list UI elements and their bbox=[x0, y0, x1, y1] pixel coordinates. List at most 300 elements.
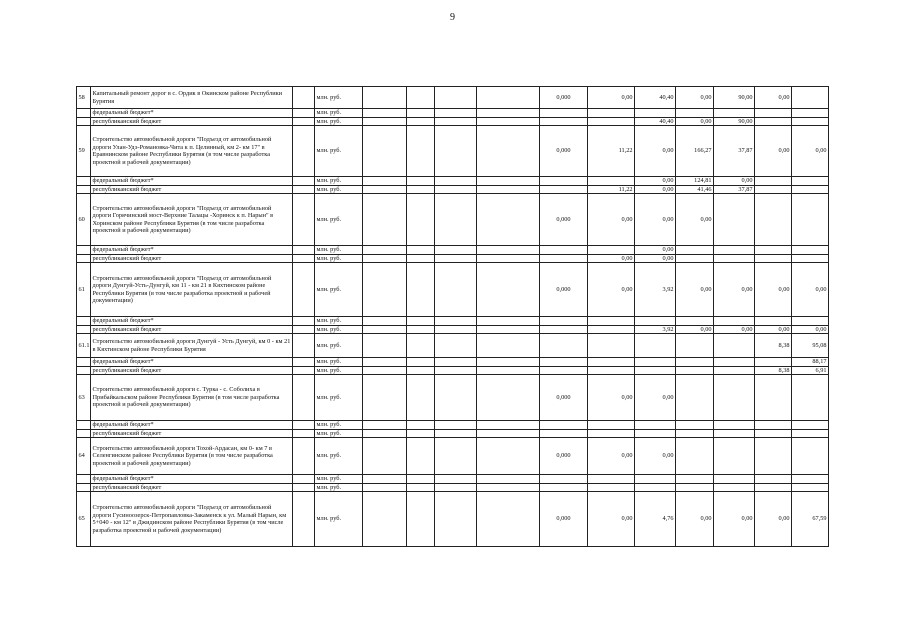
value-cell bbox=[435, 475, 477, 484]
value-cell bbox=[714, 366, 755, 375]
value-cell: 41,46 bbox=[676, 185, 714, 194]
unit-cell: млн. руб. bbox=[315, 334, 363, 358]
value-cell: 124,81 bbox=[676, 177, 714, 186]
value-cell bbox=[407, 109, 435, 118]
value-cell bbox=[477, 109, 540, 118]
budget-source: федеральный бюджет* bbox=[91, 421, 293, 430]
value-cell bbox=[755, 254, 792, 263]
value-cell bbox=[540, 429, 588, 438]
empty-cell bbox=[293, 421, 315, 430]
value-cell bbox=[635, 366, 676, 375]
value-cell bbox=[540, 177, 588, 186]
value-cell bbox=[477, 475, 540, 484]
value-cell bbox=[755, 109, 792, 118]
value-cell bbox=[792, 117, 829, 126]
budget-source: федеральный бюджет* bbox=[91, 246, 293, 255]
value-cell bbox=[363, 254, 407, 263]
table-row bbox=[77, 263, 829, 317]
row-number bbox=[77, 117, 91, 126]
value-cell: 0,000 bbox=[540, 492, 588, 547]
value-cell: 0,000 bbox=[540, 375, 588, 421]
value-cell bbox=[755, 358, 792, 367]
value-cell: 37,87 bbox=[714, 185, 755, 194]
value-cell: 0,00 bbox=[588, 263, 635, 317]
value-cell bbox=[477, 126, 540, 177]
unit-cell: млн. руб. bbox=[315, 492, 363, 547]
value-cell bbox=[435, 325, 477, 334]
value-cell bbox=[755, 185, 792, 194]
table-subrow bbox=[77, 475, 829, 484]
unit-cell: млн. руб. bbox=[315, 358, 363, 367]
value-cell bbox=[407, 483, 435, 492]
unit-cell: млн. руб. bbox=[315, 254, 363, 263]
value-cell bbox=[363, 185, 407, 194]
value-cell bbox=[588, 475, 635, 484]
budget-source: республиканский бюджет bbox=[91, 117, 293, 126]
value-cell bbox=[477, 325, 540, 334]
value-cell: 0,00 bbox=[635, 126, 676, 177]
budget-source: республиканский бюджет bbox=[91, 185, 293, 194]
value-cell bbox=[676, 254, 714, 263]
object-name: Строительство автомобильной дороги "Подъезд от автомобильной дороги Гусиноозерск-Петропавловка-Закаменск к ул. Малый Нарын, км 5+040 - км 12" в Джидинском районе Республики Бурятия (в том числе разработка проектной и рабочей документации) bbox=[91, 492, 293, 547]
page-number: 9 bbox=[450, 12, 455, 23]
unit-cell: млн. руб. bbox=[315, 317, 363, 326]
value-cell: 90,00 bbox=[714, 87, 755, 109]
value-cell bbox=[714, 429, 755, 438]
value-cell: 3,92 bbox=[635, 325, 676, 334]
value-cell bbox=[792, 109, 829, 118]
row-number bbox=[77, 325, 91, 334]
value-cell bbox=[792, 87, 829, 109]
value-cell bbox=[792, 421, 829, 430]
value-cell: 67,59 bbox=[792, 492, 829, 547]
value-cell bbox=[407, 254, 435, 263]
table-subrow bbox=[77, 246, 829, 255]
value-cell bbox=[540, 358, 588, 367]
value-cell bbox=[792, 177, 829, 186]
budget-table bbox=[76, 86, 829, 547]
value-cell: 40,40 bbox=[635, 117, 676, 126]
value-cell bbox=[407, 366, 435, 375]
unit-cell: млн. руб. bbox=[315, 109, 363, 118]
value-cell bbox=[792, 438, 829, 475]
value-cell bbox=[588, 483, 635, 492]
value-cell bbox=[407, 177, 435, 186]
row-number: 64 bbox=[77, 438, 91, 475]
value-cell bbox=[792, 475, 829, 484]
value-cell bbox=[363, 492, 407, 547]
value-cell bbox=[792, 246, 829, 255]
value-cell bbox=[755, 317, 792, 326]
value-cell bbox=[635, 483, 676, 492]
object-name: Капитальный ремонт дорог в с. Ордик в Окинском районе Республики Бурятия bbox=[91, 87, 293, 109]
table-subrow bbox=[77, 109, 829, 118]
value-cell bbox=[540, 334, 588, 358]
value-cell bbox=[363, 429, 407, 438]
object-name: Строительство автомобильной дороги "Подъезд от автомобильной дороги Дунгуй-Усть-Дунгуй, км 11 - км 21 в Кяхтинском районе Республики Бурятия (в том числе разработка проектной и рабочей документации) bbox=[91, 263, 293, 317]
empty-cell bbox=[293, 334, 315, 358]
table-subrow bbox=[77, 421, 829, 430]
value-cell bbox=[588, 421, 635, 430]
value-cell bbox=[755, 438, 792, 475]
value-cell bbox=[363, 421, 407, 430]
unit-cell: млн. руб. bbox=[315, 126, 363, 177]
object-name: Строительство автомобильной дороги с. Турка - с. Соболиха в Прибайкальском районе Республики Бурятия (в том числе разработка проектной и рабочей документации) bbox=[91, 375, 293, 421]
value-cell bbox=[435, 317, 477, 326]
value-cell: 0,00 bbox=[588, 254, 635, 263]
empty-cell bbox=[293, 254, 315, 263]
table-subrow bbox=[77, 177, 829, 186]
value-cell bbox=[477, 246, 540, 255]
budget-source: республиканский бюджет bbox=[91, 429, 293, 438]
empty-cell bbox=[293, 246, 315, 255]
value-cell bbox=[477, 438, 540, 475]
value-cell bbox=[435, 358, 477, 367]
value-cell bbox=[676, 109, 714, 118]
value-cell bbox=[755, 375, 792, 421]
value-cell bbox=[588, 325, 635, 334]
value-cell bbox=[363, 263, 407, 317]
value-cell bbox=[540, 254, 588, 263]
value-cell bbox=[477, 263, 540, 317]
value-cell bbox=[676, 475, 714, 484]
value-cell bbox=[407, 325, 435, 334]
value-cell bbox=[363, 334, 407, 358]
value-cell: 11,22 bbox=[588, 126, 635, 177]
value-cell: 0,00 bbox=[588, 87, 635, 109]
value-cell bbox=[676, 366, 714, 375]
unit-cell: млн. руб. bbox=[315, 194, 363, 246]
value-cell: 0,00 bbox=[588, 438, 635, 475]
value-cell: 0,00 bbox=[792, 325, 829, 334]
value-cell: 0,00 bbox=[676, 263, 714, 317]
value-cell bbox=[435, 375, 477, 421]
value-cell bbox=[407, 194, 435, 246]
value-cell bbox=[676, 246, 714, 255]
value-cell: 0,00 bbox=[714, 263, 755, 317]
row-number: 65 bbox=[77, 492, 91, 547]
value-cell: 0,00 bbox=[714, 177, 755, 186]
value-cell: 0,000 bbox=[540, 87, 588, 109]
value-cell bbox=[755, 194, 792, 246]
row-number: 58 bbox=[77, 87, 91, 109]
value-cell bbox=[588, 358, 635, 367]
value-cell: 0,00 bbox=[676, 194, 714, 246]
value-cell bbox=[540, 421, 588, 430]
value-cell: 166,27 bbox=[676, 126, 714, 177]
value-cell: 95,08 bbox=[792, 334, 829, 358]
row-number bbox=[77, 483, 91, 492]
value-cell: 0,00 bbox=[755, 325, 792, 334]
row-number bbox=[77, 429, 91, 438]
value-cell bbox=[792, 194, 829, 246]
unit-cell: млн. руб. bbox=[315, 366, 363, 375]
table-body bbox=[77, 87, 829, 547]
value-cell: 0,00 bbox=[635, 246, 676, 255]
value-cell bbox=[363, 109, 407, 118]
value-cell: 0,000 bbox=[540, 194, 588, 246]
value-cell bbox=[540, 366, 588, 375]
value-cell bbox=[363, 325, 407, 334]
table-row bbox=[77, 87, 829, 109]
table-subrow bbox=[77, 317, 829, 326]
value-cell: 0,00 bbox=[635, 194, 676, 246]
value-cell: 4,76 bbox=[635, 492, 676, 547]
row-number: 59 bbox=[77, 126, 91, 177]
value-cell bbox=[755, 246, 792, 255]
table-subrow bbox=[77, 366, 829, 375]
row-number bbox=[77, 358, 91, 367]
unit-cell: млн. руб. bbox=[315, 246, 363, 255]
value-cell: 11,22 bbox=[588, 185, 635, 194]
unit-cell: млн. руб. bbox=[315, 475, 363, 484]
empty-cell bbox=[293, 87, 315, 109]
value-cell bbox=[714, 254, 755, 263]
row-number bbox=[77, 366, 91, 375]
value-cell: 90,00 bbox=[714, 117, 755, 126]
value-cell: 0,00 bbox=[635, 438, 676, 475]
unit-cell: млн. руб. bbox=[315, 429, 363, 438]
value-cell bbox=[407, 334, 435, 358]
value-cell bbox=[363, 375, 407, 421]
table-row bbox=[77, 492, 829, 547]
value-cell bbox=[435, 254, 477, 263]
value-cell bbox=[676, 358, 714, 367]
empty-cell bbox=[293, 117, 315, 126]
value-cell bbox=[477, 334, 540, 358]
empty-cell bbox=[293, 429, 315, 438]
value-cell bbox=[363, 246, 407, 255]
value-cell bbox=[363, 317, 407, 326]
value-cell: 0,00 bbox=[635, 177, 676, 186]
empty-cell bbox=[293, 438, 315, 475]
value-cell bbox=[714, 317, 755, 326]
table-subrow bbox=[77, 483, 829, 492]
value-cell bbox=[635, 334, 676, 358]
value-cell bbox=[635, 429, 676, 438]
value-cell bbox=[363, 366, 407, 375]
value-cell bbox=[435, 492, 477, 547]
value-cell bbox=[477, 194, 540, 246]
value-cell: 88,17 bbox=[792, 358, 829, 367]
unit-cell: млн. руб. bbox=[315, 185, 363, 194]
value-cell bbox=[540, 109, 588, 118]
value-cell bbox=[714, 109, 755, 118]
row-number: 61 bbox=[77, 263, 91, 317]
value-cell bbox=[676, 429, 714, 438]
budget-source: федеральный бюджет* bbox=[91, 177, 293, 186]
table-row bbox=[77, 438, 829, 475]
value-cell: 0,00 bbox=[635, 185, 676, 194]
value-cell bbox=[714, 483, 755, 492]
value-cell bbox=[477, 375, 540, 421]
value-cell bbox=[435, 194, 477, 246]
value-cell: 0,00 bbox=[792, 263, 829, 317]
value-cell bbox=[435, 263, 477, 317]
unit-cell: млн. руб. bbox=[315, 87, 363, 109]
value-cell bbox=[540, 475, 588, 484]
unit-cell: млн. руб. bbox=[315, 263, 363, 317]
value-cell: 8,38 bbox=[755, 334, 792, 358]
value-cell bbox=[363, 358, 407, 367]
value-cell bbox=[714, 194, 755, 246]
value-cell bbox=[588, 366, 635, 375]
row-number bbox=[77, 246, 91, 255]
value-cell bbox=[407, 263, 435, 317]
value-cell bbox=[540, 185, 588, 194]
value-cell bbox=[477, 177, 540, 186]
row-number bbox=[77, 185, 91, 194]
value-cell bbox=[435, 429, 477, 438]
value-cell bbox=[363, 483, 407, 492]
table-subrow bbox=[77, 358, 829, 367]
value-cell bbox=[435, 109, 477, 118]
value-cell bbox=[714, 246, 755, 255]
value-cell: 0,00 bbox=[635, 375, 676, 421]
value-cell: 0,00 bbox=[588, 194, 635, 246]
value-cell: 0,00 bbox=[676, 325, 714, 334]
row-number bbox=[77, 317, 91, 326]
value-cell bbox=[363, 475, 407, 484]
value-cell bbox=[540, 117, 588, 126]
table-subrow bbox=[77, 254, 829, 263]
value-cell: 0,00 bbox=[755, 263, 792, 317]
value-cell bbox=[407, 358, 435, 367]
value-cell bbox=[635, 317, 676, 326]
empty-cell bbox=[293, 126, 315, 177]
value-cell bbox=[435, 438, 477, 475]
value-cell bbox=[676, 483, 714, 492]
value-cell bbox=[635, 421, 676, 430]
row-number bbox=[77, 109, 91, 118]
value-cell bbox=[676, 438, 714, 475]
value-cell bbox=[792, 375, 829, 421]
budget-source: федеральный бюджет* bbox=[91, 317, 293, 326]
empty-cell bbox=[293, 263, 315, 317]
value-cell bbox=[714, 334, 755, 358]
empty-cell bbox=[293, 177, 315, 186]
value-cell bbox=[588, 117, 635, 126]
value-cell bbox=[435, 483, 477, 492]
row-number bbox=[77, 254, 91, 263]
value-cell bbox=[407, 317, 435, 326]
value-cell bbox=[676, 334, 714, 358]
value-cell bbox=[363, 126, 407, 177]
value-cell bbox=[588, 429, 635, 438]
unit-cell: млн. руб. bbox=[315, 325, 363, 334]
row-number: 61.1 bbox=[77, 334, 91, 358]
value-cell bbox=[435, 246, 477, 255]
value-cell bbox=[714, 438, 755, 475]
value-cell bbox=[540, 317, 588, 326]
budget-source: федеральный бюджет* bbox=[91, 475, 293, 484]
value-cell bbox=[435, 117, 477, 126]
value-cell bbox=[435, 334, 477, 358]
value-cell bbox=[407, 246, 435, 255]
budget-source: федеральный бюджет* bbox=[91, 358, 293, 367]
value-cell bbox=[477, 483, 540, 492]
value-cell bbox=[792, 483, 829, 492]
empty-cell bbox=[293, 194, 315, 246]
empty-cell bbox=[293, 325, 315, 334]
table-row bbox=[77, 375, 829, 421]
value-cell bbox=[755, 177, 792, 186]
value-cell bbox=[407, 87, 435, 109]
value-cell bbox=[363, 117, 407, 126]
value-cell bbox=[714, 475, 755, 484]
unit-cell: млн. руб. bbox=[315, 483, 363, 492]
value-cell bbox=[477, 254, 540, 263]
empty-cell bbox=[293, 475, 315, 484]
value-cell: 0,00 bbox=[676, 87, 714, 109]
empty-cell bbox=[293, 358, 315, 367]
value-cell bbox=[676, 375, 714, 421]
value-cell bbox=[792, 317, 829, 326]
table-row bbox=[77, 194, 829, 246]
value-cell: 0,000 bbox=[540, 126, 588, 177]
value-cell bbox=[755, 483, 792, 492]
row-number: 60 bbox=[77, 194, 91, 246]
value-cell: 0,00 bbox=[635, 254, 676, 263]
row-number bbox=[77, 421, 91, 430]
value-cell bbox=[755, 421, 792, 430]
value-cell: 0,00 bbox=[755, 87, 792, 109]
value-cell bbox=[363, 177, 407, 186]
value-cell: 0,00 bbox=[714, 492, 755, 547]
value-cell bbox=[755, 117, 792, 126]
value-cell bbox=[435, 87, 477, 109]
value-cell bbox=[477, 117, 540, 126]
value-cell bbox=[435, 366, 477, 375]
unit-cell: млн. руб. bbox=[315, 375, 363, 421]
object-name: Строительство автомобильной дороги Тохой-Ардасан, км 0- км 7 в Селенгинском районе Республики Бурятия (в том числе разработка проектной и рабочей документации) bbox=[91, 438, 293, 475]
empty-cell bbox=[293, 375, 315, 421]
value-cell bbox=[588, 317, 635, 326]
table-subrow bbox=[77, 117, 829, 126]
unit-cell: млн. руб. bbox=[315, 438, 363, 475]
value-cell bbox=[792, 185, 829, 194]
value-cell bbox=[635, 109, 676, 118]
value-cell bbox=[714, 358, 755, 367]
value-cell: 0,000 bbox=[540, 263, 588, 317]
value-cell: 0,00 bbox=[755, 492, 792, 547]
value-cell bbox=[363, 438, 407, 475]
table-subrow bbox=[77, 185, 829, 194]
empty-cell bbox=[293, 492, 315, 547]
value-cell bbox=[477, 185, 540, 194]
value-cell bbox=[407, 126, 435, 177]
table-subrow bbox=[77, 325, 829, 334]
budget-source: федеральный бюджет* bbox=[91, 109, 293, 118]
value-cell bbox=[407, 429, 435, 438]
value-cell bbox=[477, 429, 540, 438]
value-cell bbox=[714, 375, 755, 421]
value-cell bbox=[407, 438, 435, 475]
value-cell: 0,00 bbox=[588, 375, 635, 421]
object-name: Строительство автомобильной дороги "Подъезд от автомобильной дороги Горячинский мост-Верхние Талацы -Хоринск к п. Нарын" в Хоринском районе Республики Бурятия (в том числе разработка проектной и рабочей документации) bbox=[91, 194, 293, 246]
unit-cell: млн. руб. bbox=[315, 421, 363, 430]
value-cell bbox=[792, 254, 829, 263]
value-cell bbox=[477, 421, 540, 430]
object-name: Строительство автомобильной дороги Дунгуй - Усть Дунгуй, км 0 - км 21 в Кяхтинском районе Республики Бурятия bbox=[91, 334, 293, 358]
empty-cell bbox=[293, 366, 315, 375]
value-cell: 0,00 bbox=[755, 126, 792, 177]
value-cell: 6,91 bbox=[792, 366, 829, 375]
value-cell bbox=[363, 87, 407, 109]
value-cell bbox=[477, 492, 540, 547]
value-cell bbox=[540, 483, 588, 492]
value-cell: 37,87 bbox=[714, 126, 755, 177]
